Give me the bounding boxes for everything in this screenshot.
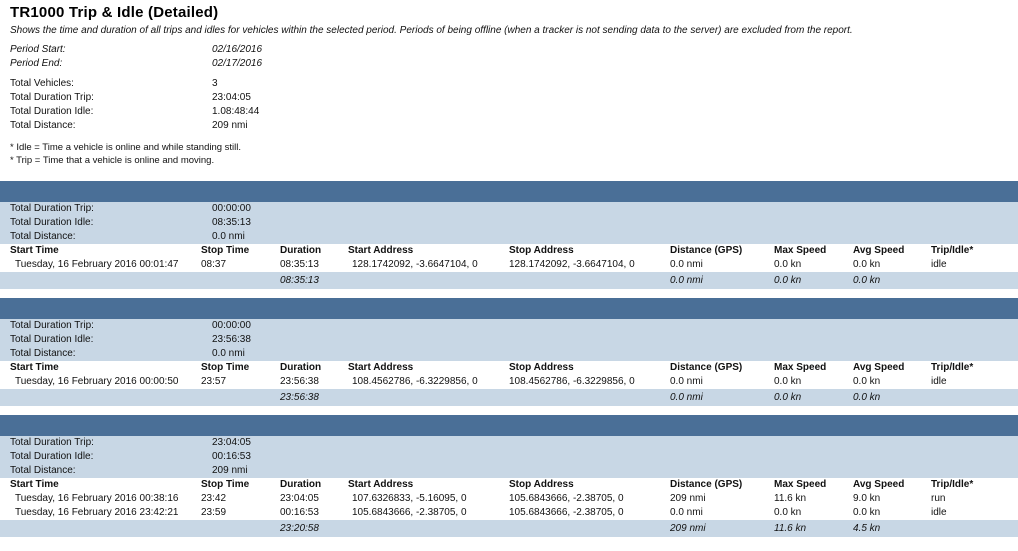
summary-row <box>0 319 1018 333</box>
table-cell: Tuesday, 16 February 2016 00:01:47 <box>15 259 179 270</box>
table-cell: 0.0 kn <box>774 376 802 387</box>
table-cell: 0.0 nmi <box>670 259 703 270</box>
table-cell: 0.0 kn <box>774 507 802 518</box>
table-cell: 105.6843666, -2.38705, 0 <box>352 507 467 518</box>
report-description: Shows the time and duration of all trips and idles for vehicles within the selected period. Periods of being offline (when a tracker is not sending data to the server) are excluded from the report. <box>10 25 853 36</box>
total-label: Total Duration Idle: <box>10 106 94 117</box>
total-cell: 0.0 nmi <box>670 389 774 406</box>
legend-notes <box>10 141 1018 167</box>
total-cell: 0.0 kn <box>853 389 931 406</box>
total-cell <box>931 272 1018 289</box>
column-header: Stop Address <box>509 362 574 373</box>
summary-label: Total Duration Trip: <box>10 203 94 214</box>
table-header-row <box>0 478 1018 492</box>
period-info <box>10 43 1018 71</box>
column-header: Max Speed <box>774 245 827 256</box>
total-cell <box>201 520 280 537</box>
total-cell: 23:56:38 <box>280 389 348 406</box>
table-cell: 0.0 kn <box>774 259 802 270</box>
column-header: Avg Speed <box>853 362 905 373</box>
period-end-value: 02/17/2016 <box>212 58 263 69</box>
table-header-row <box>0 244 1018 258</box>
period-start-row <box>10 43 1018 57</box>
column-header: Duration <box>280 479 322 490</box>
table-cell: 108.4562786, -6.3229856, 0 <box>352 376 478 387</box>
total-value: 209 nmi <box>212 120 248 131</box>
total-cell <box>0 272 201 289</box>
total-cell: 23:20:58 <box>280 520 348 537</box>
total-vehicles-row <box>10 77 1018 91</box>
column-header: Start Time <box>10 479 59 490</box>
vehicle-header-bar <box>0 415 1018 436</box>
trips-table <box>0 244 1018 289</box>
total-cell <box>201 272 280 289</box>
total-cell <box>0 389 201 406</box>
summary-row <box>0 347 1018 361</box>
table-cell: idle <box>931 376 947 387</box>
summary-label: Total Duration Trip: <box>10 320 94 331</box>
column-header: Duration <box>280 245 322 256</box>
period-start-value: 02/16/2016 <box>212 44 263 55</box>
column-header: Max Speed <box>774 479 827 490</box>
column-header: Stop Address <box>509 245 574 256</box>
total-cell <box>348 389 509 406</box>
total-cell: 0.0 kn <box>853 272 931 289</box>
column-header: Stop Time <box>201 479 250 490</box>
summary-value: 23:04:05 <box>212 437 251 448</box>
column-header: Distance (GPS) <box>670 479 743 490</box>
vehicle-summary <box>0 202 1018 244</box>
summary-value: 0.0 nmi <box>212 231 245 242</box>
table-cell: 0.0 kn <box>853 259 881 270</box>
table-row <box>0 375 1018 389</box>
total-cell <box>348 520 509 537</box>
table-cell: 23:42 <box>201 493 227 504</box>
column-header: Stop Address <box>509 479 574 490</box>
column-header: Avg Speed <box>853 479 905 490</box>
table-cell: 108.4562786, -6.3229856, 0 <box>509 376 635 387</box>
vehicle-group <box>0 181 1018 289</box>
vehicle-groups <box>0 181 1018 537</box>
summary-row <box>0 202 1018 216</box>
report-totals <box>10 77 1018 133</box>
summary-row <box>0 450 1018 464</box>
total-duration-idle-row <box>10 105 1018 119</box>
summary-row <box>0 333 1018 347</box>
column-header: Duration <box>280 362 322 373</box>
total-cell <box>931 389 1018 406</box>
summary-label: Total Distance: <box>10 465 76 476</box>
column-header: Start Time <box>10 245 59 256</box>
column-header: Avg Speed <box>853 245 905 256</box>
table-cell: 107.6326833, -5.16095, 0 <box>352 493 467 504</box>
table-cell: 9.0 kn <box>853 493 881 504</box>
table-cell: Tuesday, 16 February 2016 23:42:21 <box>15 507 179 518</box>
column-header: Stop Time <box>201 362 250 373</box>
summary-label: Total Duration Trip: <box>10 437 94 448</box>
summary-row <box>0 216 1018 230</box>
table-cell: 0.0 kn <box>853 507 881 518</box>
summary-value: 08:35:13 <box>212 217 251 228</box>
report-title: TR1000 Trip & Idle (Detailed) <box>10 4 219 21</box>
table-cell: idle <box>931 259 947 270</box>
trips-table <box>0 361 1018 406</box>
table-cell: 00:16:53 <box>280 507 319 518</box>
note-idle: * Idle = Time a vehicle is online and while standing still. <box>10 142 242 153</box>
total-cell <box>931 520 1018 537</box>
column-header: Start Address <box>348 245 414 256</box>
total-cell <box>0 520 201 537</box>
vehicle-header-bar <box>0 181 1018 202</box>
column-header: Distance (GPS) <box>670 362 743 373</box>
total-label: Total Duration Trip: <box>10 92 94 103</box>
total-label: Total Distance: <box>10 120 76 131</box>
vehicle-summary <box>0 436 1018 478</box>
summary-value: 0.0 nmi <box>212 348 245 359</box>
summary-label: Total Duration Idle: <box>10 451 94 462</box>
table-cell: idle <box>931 507 947 518</box>
column-header: Stop Time <box>201 245 250 256</box>
total-cell <box>348 272 509 289</box>
period-end-label: Period End: <box>10 58 63 69</box>
table-cell: 23:57 <box>201 376 227 387</box>
table-row <box>0 492 1018 506</box>
column-header: Trip/Idle* <box>931 479 974 490</box>
table-total-row <box>0 272 1018 289</box>
summary-value: 209 nmi <box>212 465 248 476</box>
period-end-row <box>10 57 1018 71</box>
total-duration-trip-row <box>10 91 1018 105</box>
table-row <box>0 506 1018 520</box>
table-cell: 23:04:05 <box>280 493 319 504</box>
total-cell <box>509 520 670 537</box>
summary-row <box>0 464 1018 478</box>
table-cell: 105.6843666, -2.38705, 0 <box>509 493 624 504</box>
table-cell: run <box>931 493 946 504</box>
column-header: Start Address <box>348 362 414 373</box>
column-header: Distance (GPS) <box>670 245 743 256</box>
total-cell <box>509 272 670 289</box>
vehicle-summary <box>0 319 1018 361</box>
table-cell: 23:56:38 <box>280 376 319 387</box>
summary-row <box>0 230 1018 244</box>
summary-label: Total Distance: <box>10 348 76 359</box>
total-label: Total Vehicles: <box>10 78 74 89</box>
period-start-label: Period Start: <box>10 44 66 55</box>
total-cell: 4.5 kn <box>853 520 931 537</box>
total-cell: 209 nmi <box>670 520 774 537</box>
table-cell: 128.1742092, -3.6647104, 0 <box>509 259 635 270</box>
vehicle-group <box>0 298 1018 406</box>
table-total-row <box>0 520 1018 537</box>
table-cell: 0.0 nmi <box>670 376 703 387</box>
note-trip: * Trip = Time that a vehicle is online and moving. <box>10 155 215 166</box>
table-total-row <box>0 389 1018 406</box>
column-header: Trip/Idle* <box>931 362 974 373</box>
total-cell: 08:35:13 <box>280 272 348 289</box>
column-header: Start Time <box>10 362 59 373</box>
table-cell: 11.6 kn <box>774 493 807 504</box>
summary-value: 00:00:00 <box>212 320 251 331</box>
table-cell: 209 nmi <box>670 493 706 504</box>
total-cell <box>509 389 670 406</box>
table-cell: 0.0 kn <box>853 376 881 387</box>
trips-table <box>0 478 1018 537</box>
total-value: 23:04:05 <box>212 92 251 103</box>
total-cell: 11.6 kn <box>774 520 853 537</box>
summary-label: Total Duration Idle: <box>10 334 94 345</box>
table-cell: 128.1742092, -3.6647104, 0 <box>352 259 478 270</box>
table-cell: Tuesday, 16 February 2016 00:38:16 <box>15 493 179 504</box>
total-cell: 0.0 nmi <box>670 272 774 289</box>
summary-value: 00:00:00 <box>212 203 251 214</box>
summary-label: Total Distance: <box>10 231 76 242</box>
total-cell: 0.0 kn <box>774 272 853 289</box>
table-row <box>0 258 1018 272</box>
column-header: Max Speed <box>774 362 827 373</box>
total-value: 3 <box>212 78 218 89</box>
table-cell: Tuesday, 16 February 2016 00:00:50 <box>15 376 179 387</box>
column-header: Trip/Idle* <box>931 245 974 256</box>
table-cell: 08:37 <box>201 259 227 270</box>
table-header-row <box>0 361 1018 375</box>
summary-row <box>0 436 1018 450</box>
summary-label: Total Duration Idle: <box>10 217 94 228</box>
table-cell: 0.0 nmi <box>670 507 703 518</box>
column-header: Start Address <box>348 479 414 490</box>
total-cell: 0.0 kn <box>774 389 853 406</box>
table-cell: 105.6843666, -2.38705, 0 <box>509 507 624 518</box>
vehicle-header-bar <box>0 298 1018 319</box>
total-cell <box>201 389 280 406</box>
summary-value: 23:56:38 <box>212 334 251 345</box>
total-value: 1.08:48:44 <box>212 106 260 117</box>
table-cell: 08:35:13 <box>280 259 319 270</box>
summary-value: 00:16:53 <box>212 451 251 462</box>
vehicle-group <box>0 415 1018 537</box>
table-cell: 23:59 <box>201 507 227 518</box>
total-distance-row <box>10 119 1018 133</box>
